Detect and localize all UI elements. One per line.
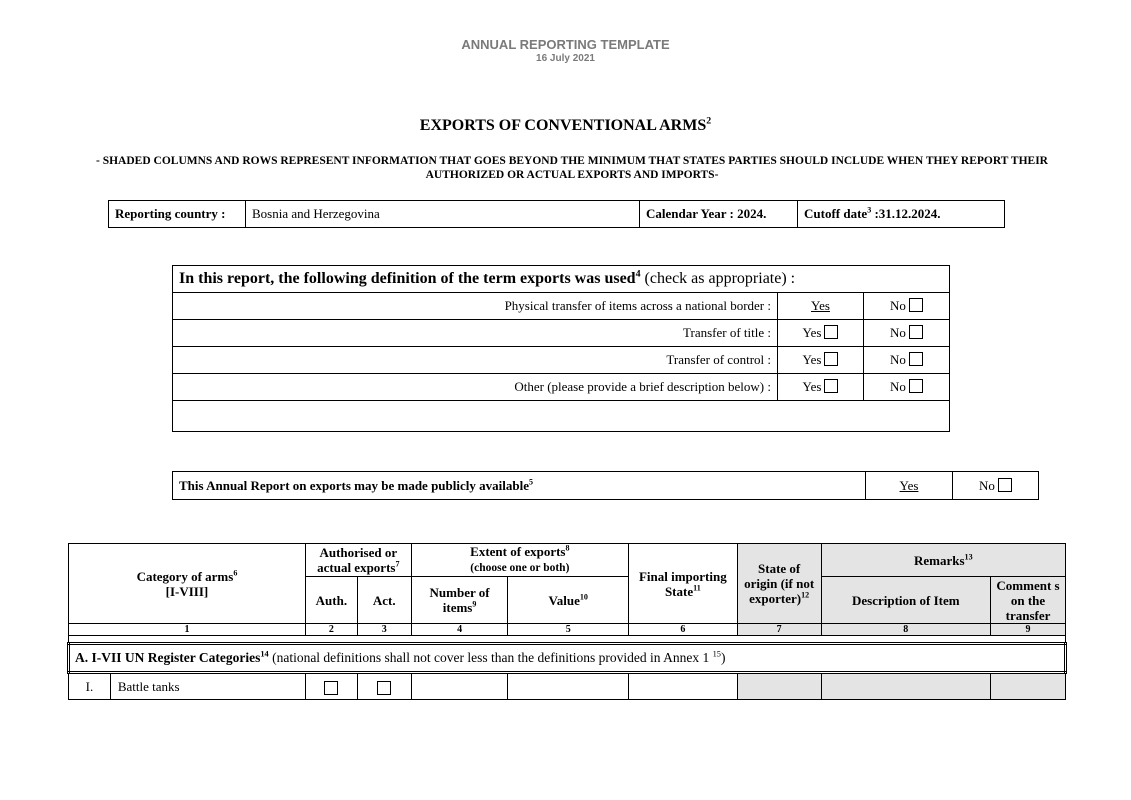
checkbox[interactable]	[324, 681, 338, 695]
checkbox[interactable]	[998, 478, 1012, 492]
calendar-year-label[interactable]: Calendar Year : 2024.	[640, 201, 798, 228]
comments-cell[interactable]	[991, 673, 1066, 700]
reporting-country-value[interactable]: Bosnia and Herzegovina	[246, 201, 640, 228]
no-option[interactable]: No	[864, 293, 950, 320]
subtitle-note: - SHADED COLUMNS AND ROWS REPRESENT INFORMATION THAT GOES BEYOND THE MINIMUM THAT STATES PARTIES SHOULD INCLUDE WHEN THEY REPORT THEIR AUTHORIZED OR ACTUAL EXPORTS AND IMPORTS-	[96, 155, 1048, 181]
definition-row-other	[173, 374, 950, 401]
public-availability-label: This Annual Report on exports may be made publicly available$^5$	[173, 472, 866, 500]
template-date: 16 July 2021	[536, 53, 595, 64]
auth-cell[interactable]	[305, 673, 357, 700]
definition-label: Physical transfer of items across a national border :	[173, 293, 778, 320]
checkbox[interactable]	[824, 379, 838, 393]
comments-header: Comment s on the transfer	[991, 577, 1066, 624]
column-number: 5	[508, 624, 629, 636]
column-number: 3	[357, 624, 411, 636]
column-number: 6	[628, 624, 737, 636]
remarks-header: Remarks$^{13}$	[821, 544, 1065, 577]
public-no-option[interactable]: No	[953, 472, 1039, 500]
checkbox[interactable]	[909, 298, 923, 312]
extent-header: Extent of exports$^8$ (choose one or both)	[411, 544, 628, 577]
page-title: EXPORTS OF CONVENTIONAL ARMS$^2$	[419, 115, 712, 134]
authorised-header: Authorised or actual exports$^7$	[305, 544, 411, 577]
definition-row-title	[173, 320, 950, 347]
column-number: 4	[411, 624, 508, 636]
final-importing-cell[interactable]	[628, 673, 737, 700]
act-cell[interactable]	[357, 673, 411, 700]
definition-row-physical	[173, 293, 950, 320]
definition-label: Transfer of control :	[173, 347, 778, 374]
spacer-row	[69, 636, 1066, 644]
final-importing-header: Final importing State$^{11}$	[628, 544, 737, 624]
value-header: Value$^{10}$	[508, 577, 629, 624]
no-option[interactable]: No	[864, 374, 950, 401]
checkbox[interactable]	[909, 379, 923, 393]
public-yes-option[interactable]: Yes	[866, 472, 953, 500]
no-option[interactable]: No	[864, 320, 950, 347]
reporting-info-table	[108, 200, 1005, 228]
cutoff-date-field[interactable]: Cutoff date$^3$ :31.12.2024.	[798, 201, 1005, 228]
column-number: 7	[737, 624, 821, 636]
template-header: ANNUAL REPORTING TEMPLATE	[461, 37, 670, 52]
description-header: Description of Item	[821, 577, 990, 624]
column-number-row	[69, 624, 1066, 636]
title-footnote: 2	[706, 115, 712, 127]
checkbox[interactable]	[909, 352, 923, 366]
checkbox[interactable]	[377, 681, 391, 695]
checkbox[interactable]	[824, 325, 838, 339]
checkbox[interactable]	[824, 352, 838, 366]
exports-table	[67, 543, 1067, 700]
number-of-items-cell[interactable]	[411, 673, 508, 700]
state-of-origin-header: State of origin (if not exporter)$^{12}$	[737, 544, 821, 624]
state-of-origin-cell[interactable]	[737, 673, 821, 700]
column-number: 2	[305, 624, 357, 636]
public-availability-table	[172, 471, 1039, 500]
definition-heading: In this report, the following definition of the term exports was used$^4$ (check as appropriate) :	[173, 266, 950, 293]
yes-option[interactable]: Yes	[778, 320, 864, 347]
yes-option-selected[interactable]: Yes	[778, 293, 864, 320]
reporting-country-label: Reporting country :	[109, 201, 246, 228]
column-number: 9	[991, 624, 1066, 636]
definition-label: Transfer of title :	[173, 320, 778, 347]
category-name: Battle tanks	[110, 673, 305, 700]
yes-option[interactable]: Yes	[778, 347, 864, 374]
act-column-header: Act.	[357, 577, 411, 624]
exports-definition-table	[172, 265, 950, 432]
column-number: 8	[821, 624, 990, 636]
category-roman-numeral: I.	[69, 673, 111, 700]
definition-label: Other (please provide a brief description below) :	[173, 374, 778, 401]
definition-row-control	[173, 347, 950, 374]
category-header: Category of arms$^6$ [I-VIII]	[69, 544, 306, 624]
table-row-battle-tanks	[69, 673, 1066, 700]
other-description-field[interactable]	[173, 401, 950, 432]
yes-option[interactable]: Yes	[778, 374, 864, 401]
no-option[interactable]: No	[864, 347, 950, 374]
auth-column-header: Auth.	[305, 577, 357, 624]
number-of-items-header: Number of items$^9$	[411, 577, 508, 624]
checkbox[interactable]	[909, 325, 923, 339]
column-number: 1	[69, 624, 306, 636]
section-a-header: A. I-VII UN Register Categories$^{14}$ (national definitions shall not cover less than the definitions provided in Annex 1 $^{15}$)	[69, 644, 1066, 673]
value-cell[interactable]	[508, 673, 629, 700]
description-cell[interactable]	[821, 673, 990, 700]
